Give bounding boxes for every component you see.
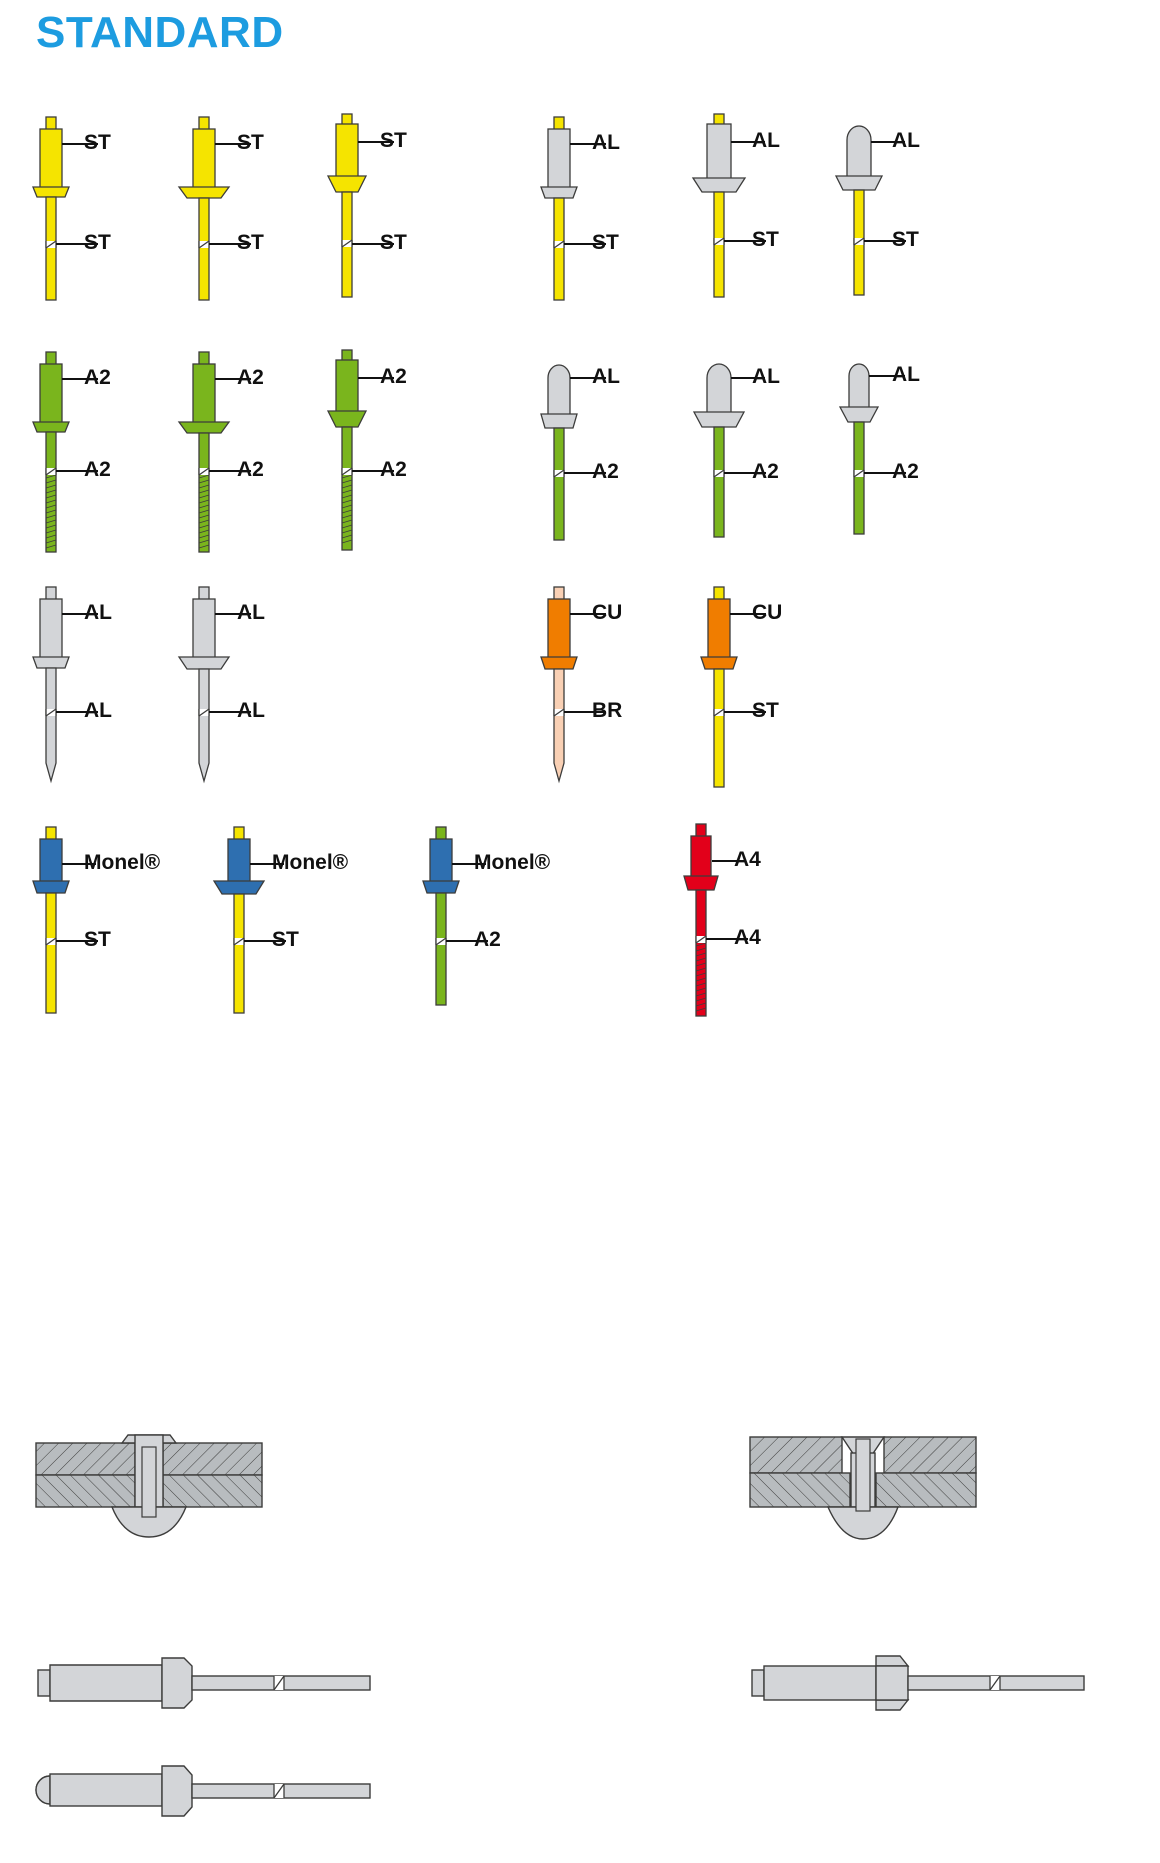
- rivet-r4c4: [672, 820, 761, 1030]
- rivet-r1c3-mandrel-label: ST: [380, 231, 407, 254]
- section-view-flat-head: [34, 1425, 264, 1560]
- rivet-r2c4-mandrel-label: A2: [592, 460, 619, 483]
- rivet-r2c5: [690, 344, 780, 559]
- rivet-r2c5-body-label: AL: [752, 365, 780, 388]
- rivet-r1c6: [830, 110, 920, 300]
- rivet-r3c4: [690, 585, 783, 800]
- rivet-r2c1-body-label: A2: [84, 366, 111, 389]
- rivet-r2c3-mandrel-label: A2: [380, 458, 407, 481]
- rivet-r1c4: [530, 115, 620, 305]
- rivet-r4c1-body-label: Monel®: [84, 851, 161, 874]
- rivet-r4c1: [22, 825, 161, 1025]
- rivet-r4c1-mandrel-label: ST: [84, 928, 111, 951]
- rivet-r2c2: [175, 350, 264, 565]
- rivet-r1c4-mandrel-label: ST: [592, 231, 619, 254]
- rivet-r1c1-mandrel-label: ST: [84, 231, 111, 254]
- rivet-r2c4-body-label: AL: [592, 365, 620, 388]
- rivet-profile-flat-head: [34, 1652, 374, 1722]
- rivet-r2c1-mandrel-label: A2: [84, 458, 111, 481]
- rivet-r2c1: [22, 350, 111, 565]
- rivet-r2c2-body-label: A2: [237, 366, 264, 389]
- rivet-r3c2-body-label: AL: [237, 601, 265, 624]
- rivet-r4c4-body-label: A4: [734, 848, 761, 871]
- rivet-r3c3-body-label: CU: [592, 601, 623, 624]
- rivet-r2c6-mandrel-label: A2: [892, 460, 919, 483]
- rivet-r3c3-mandrel-label: BR: [592, 699, 623, 722]
- rivet-r1c1: [22, 115, 111, 305]
- rivet-r2c4: [530, 346, 620, 561]
- rivet-r1c6-mandrel-label: ST: [892, 228, 919, 251]
- rivet-profile-dome-head: [34, 1760, 374, 1840]
- rivet-r3c2: [175, 585, 265, 800]
- rivet-r2c3: [318, 348, 407, 563]
- page-title: STANDARD: [36, 8, 284, 57]
- rivet-r2c3-body-label: A2: [380, 365, 407, 388]
- rivet-r1c4-body-label: AL: [592, 131, 620, 154]
- rivet-r1c5: [690, 112, 780, 302]
- rivet-r3c4-mandrel-label: ST: [752, 699, 779, 722]
- rivet-r3c1-mandrel-label: AL: [84, 699, 112, 722]
- rivet-r4c3: [412, 825, 551, 1025]
- rivet-r1c2-body-label: ST: [237, 131, 264, 154]
- rivet-r1c2: [175, 115, 264, 305]
- rivet-r1c2-mandrel-label: ST: [237, 231, 264, 254]
- rivet-r4c2-mandrel-label: ST: [272, 928, 299, 951]
- rivet-r1c5-mandrel-label: ST: [752, 228, 779, 251]
- rivet-r3c1-body-label: AL: [84, 601, 112, 624]
- rivet-r1c5-body-label: AL: [752, 129, 780, 152]
- rivet-r2c5-mandrel-label: A2: [752, 460, 779, 483]
- rivet-r1c3: [318, 112, 407, 302]
- rivet-r1c6-body-label: AL: [892, 129, 920, 152]
- rivet-profile-countersunk-head: [748, 1652, 1088, 1722]
- rivet-r2c2-mandrel-label: A2: [237, 458, 264, 481]
- rivet-r4c3-mandrel-label: A2: [474, 928, 501, 951]
- rivet-r4c2: [210, 825, 349, 1025]
- rivet-r1c1-body-label: ST: [84, 131, 111, 154]
- rivet-r3c2-mandrel-label: AL: [237, 699, 265, 722]
- rivet-r2c6-body-label: AL: [892, 363, 920, 386]
- rivet-r4c3-body-label: Monel®: [474, 851, 551, 874]
- rivet-r3c1: [22, 585, 112, 800]
- rivet-r1c3-body-label: ST: [380, 129, 407, 152]
- section-view-countersunk-head: [748, 1425, 978, 1560]
- rivet-r4c2-body-label: Monel®: [272, 851, 349, 874]
- rivet-r3c3: [530, 585, 623, 800]
- rivet-r4c4-mandrel-label: A4: [734, 926, 761, 949]
- rivet-r3c4-body-label: CU: [752, 601, 783, 624]
- rivet-r2c6: [830, 344, 920, 559]
